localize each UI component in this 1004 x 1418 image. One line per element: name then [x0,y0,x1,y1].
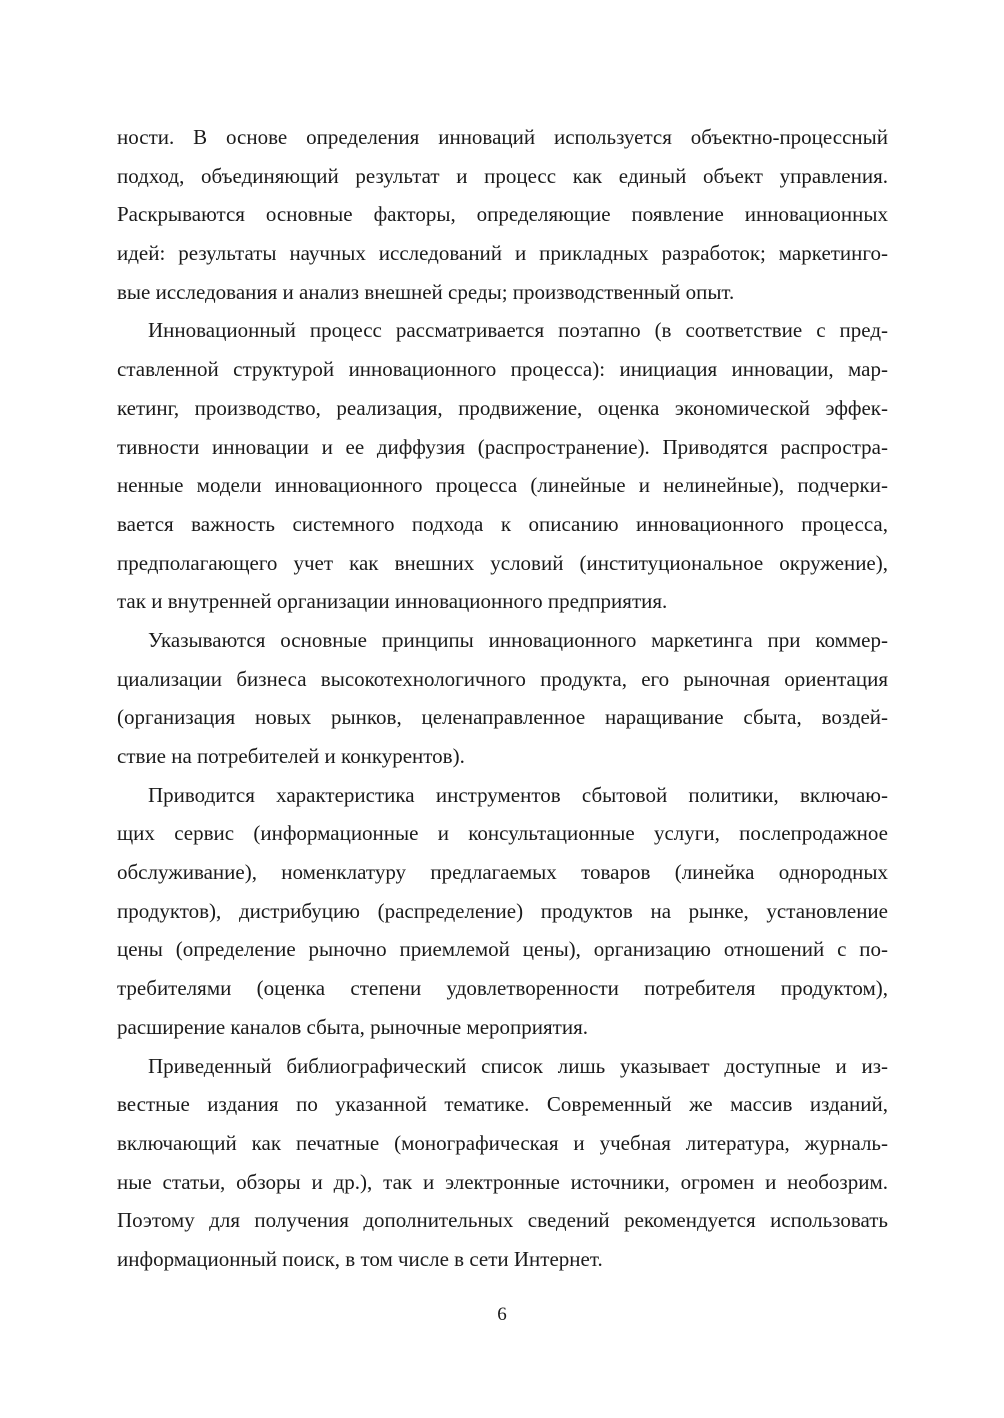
page-body [117,118,888,1279]
text-line: требителями (оценка степени удовлетворенности потребителя продуктом), [117,976,888,1001]
text-line: щих сервис (информационные и консультационные услуги, послепродажное [117,821,888,846]
text-line: ствие на потребителей и конкурентов). [117,744,465,768]
text-line: Инновационный процесс рассматривается поэтапно (в соответствие с пред- [148,318,888,343]
text-line: Указываются основные принципы инновационного маркетинга при коммер- [148,627,888,652]
text-line: подход, объединяющий результат и процесс как единый объект управления. [117,163,888,188]
text-line: Поэтому для получения дополнительных сведений рекомендуется использовать [117,1208,888,1233]
paragraph-3 [117,621,888,776]
text-line: расширение каналов сбыта, рыночные мероприятия. [117,1014,588,1039]
text-line: информационный поиск, в том числе в сети Интернет. [117,1246,603,1271]
text-line: ненные модели инновационного процесса (линейные и нелинейные), подчерки- [117,473,888,498]
text-line: ные статьи, обзоры и др.), так и электронные источники, огромен и необозрим. [117,1169,888,1194]
text-line: ности. В основе определения инноваций используется объектно-процессный [117,125,888,149]
text-line: вестные издания по указанной тематике. Современный же массив изданий, [117,1092,888,1117]
text-line: продуктов), дистрибуцию (распределение) продуктов на рынке, установление [117,898,888,923]
text-line: циализации бизнеса высокотехнологичного продукта, его рыночная ориентация [117,666,888,691]
text-line: включающий как печатные (монографическая и учебная литература, журналь- [117,1130,888,1155]
paragraph-1 [117,118,888,311]
text-line: предполагающего учет как внешних условий (институциональное окружение), [117,550,888,575]
text-line: Приводится характеристика инструментов сбытовой политики, включаю- [148,782,888,807]
text-line: Приведенный библиографический список лишь указывает доступные и из- [148,1053,888,1078]
text-line: тивности инновации и ее диффузия (распространение). Приводятся распростра- [117,434,888,459]
text-line: вые исследования и анализ внешней среды; производственный опыт. [117,279,735,304]
page-number: 6 [497,1304,507,1325]
text-line: Раскрываются основные факторы, определяющие появление инновационных [117,202,888,227]
text-line: так и внутренней организации инновационного предприятия. [117,589,668,614]
text-line: обслуживание), номенклатуру предлагаемых товаров (линейка однородных [117,860,888,885]
text-line: цены (определение рыночно приемлемой цены), организацию отношений с по- [117,937,888,962]
paragraph-2 [117,311,888,621]
paragraph-5 [117,1047,888,1279]
paragraph-4 [117,776,888,1047]
text-line: идей: результаты научных исследований и прикладных разработок; маркетинго- [117,241,888,266]
text-line: вается важность системного подхода к описанию инновационного процесса, [117,511,888,536]
text-line: (организация новых рынков, целенаправленное наращивание сбыта, воздей- [117,705,888,730]
text-line: ставленной структурой инновационного процесса): инициация инновации, мар- [117,357,888,382]
text-line: кетинг, производство, реализация, продвижение, оценка экономической эффек- [117,395,888,420]
